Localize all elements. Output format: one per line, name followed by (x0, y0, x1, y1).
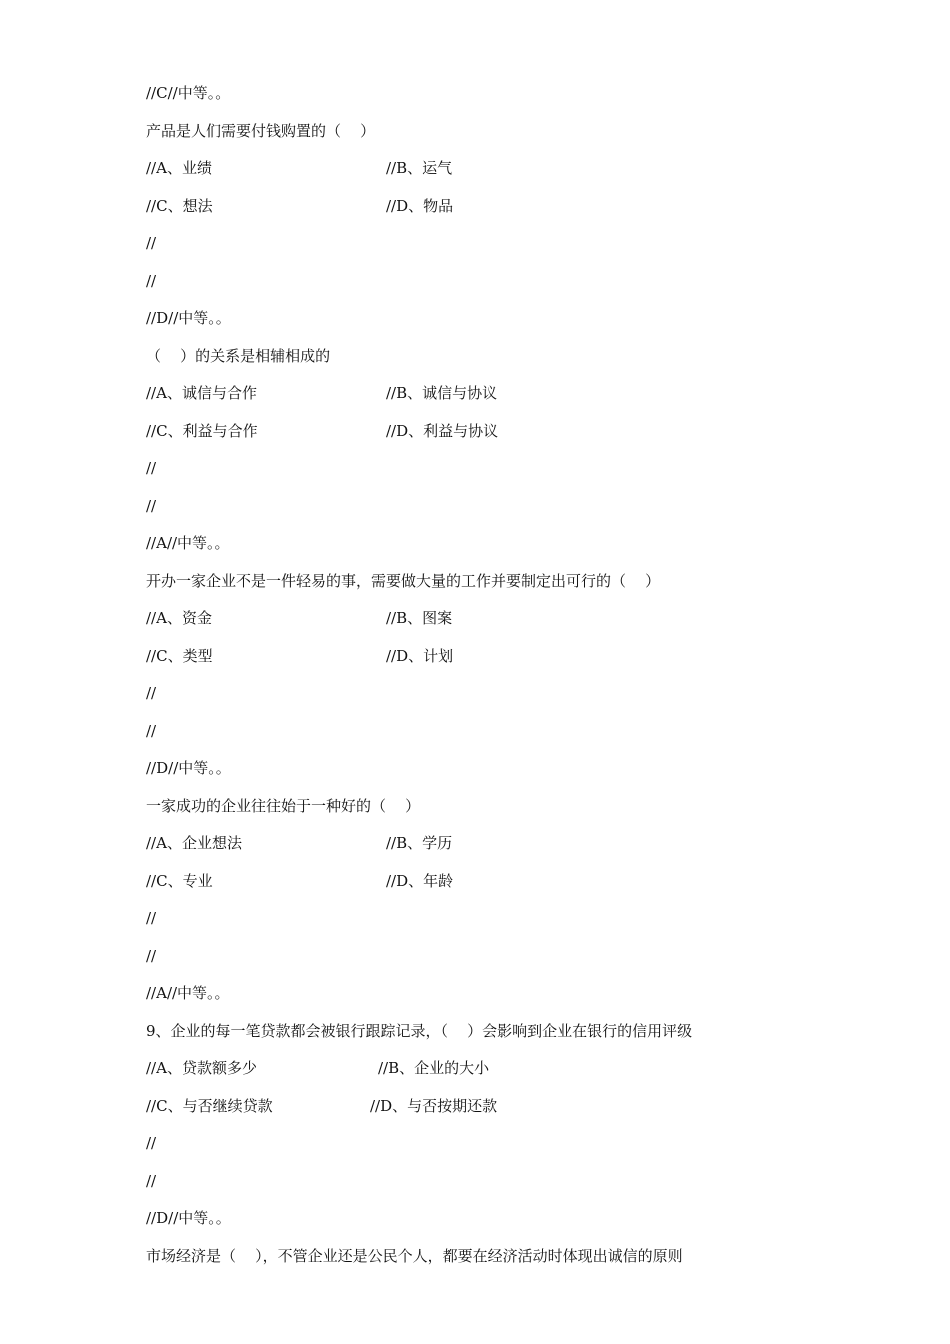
text-line: （ ）的关系是相辅相成的 (146, 346, 331, 365)
text-line: //D//中等。。 (146, 759, 231, 777)
text-line: //D//中等。。 (146, 1209, 231, 1227)
text-line: 开办一家企业不是一件轻易的事，需要做大量的工作并要制定出可行的（ ） (146, 571, 661, 590)
option-left: //A、资金 (146, 609, 212, 627)
text-line: // (146, 1171, 157, 1190)
option-left: //A、诚信与合作 (146, 384, 257, 402)
option-row (146, 155, 866, 193)
text-line: 一家成功的企业往往始于一种好的（ ） (146, 796, 421, 815)
option-row (146, 868, 866, 906)
option-row (146, 193, 866, 231)
text-line: //C//中等。。 (146, 84, 231, 102)
option-right: //D、物品 (386, 196, 454, 215)
option-right: //D、与否按期还款 (370, 1096, 498, 1115)
text-line: //A//中等。。 (146, 984, 230, 1002)
text-line: // (146, 496, 157, 515)
text-line: // (146, 1134, 157, 1152)
option-left: //C、想法 (146, 196, 213, 215)
option-right: //B、运气 (386, 159, 453, 177)
option-left: //A、贷款额多少 (146, 1059, 257, 1077)
text-line: 产品是人们需要付钱购置的（ ） (146, 121, 376, 140)
option-left: //C、与否继续贷款 (146, 1096, 273, 1115)
text-line: // (146, 684, 157, 702)
text-line: // (146, 946, 157, 965)
text-line: 市场经济是（ ），不管企业还是公民个人，都要在经济活动时体现出诚信的原则 (146, 1246, 683, 1265)
option-right: //B、企业的大小 (378, 1059, 490, 1077)
text-line: 9、企业的每一笔贷款都会被银行跟踪记录，（ ）会影响到企业在银行的信用评级 (146, 1021, 693, 1040)
option-left: //C、专业 (146, 871, 213, 890)
option-right: //B、诚信与协议 (386, 384, 498, 402)
document-body (146, 80, 866, 1280)
option-row (146, 1093, 866, 1131)
option-left: //C、类型 (146, 646, 213, 665)
option-left: //A、业绩 (146, 159, 212, 177)
text-line: // (146, 909, 157, 927)
text-line: //D//中等。。 (146, 309, 231, 327)
option-right: //B、学历 (386, 834, 453, 852)
text-line: // (146, 234, 157, 252)
text-line: // (146, 721, 157, 740)
option-left: //A、企业想法 (146, 834, 242, 852)
text-line: // (146, 459, 157, 477)
option-right: //D、计划 (386, 646, 454, 665)
text-line: //A//中等。。 (146, 534, 230, 552)
option-row (146, 830, 866, 868)
option-row (146, 1055, 866, 1093)
option-right: //D、年龄 (386, 871, 454, 890)
option-left: //C、利益与合作 (146, 421, 258, 440)
option-right: //B、图案 (386, 609, 453, 627)
option-row (146, 380, 866, 418)
option-row (146, 643, 866, 681)
option-row (146, 605, 866, 643)
option-row (146, 418, 866, 456)
text-line: // (146, 271, 157, 290)
option-right: //D、利益与协议 (386, 421, 499, 440)
